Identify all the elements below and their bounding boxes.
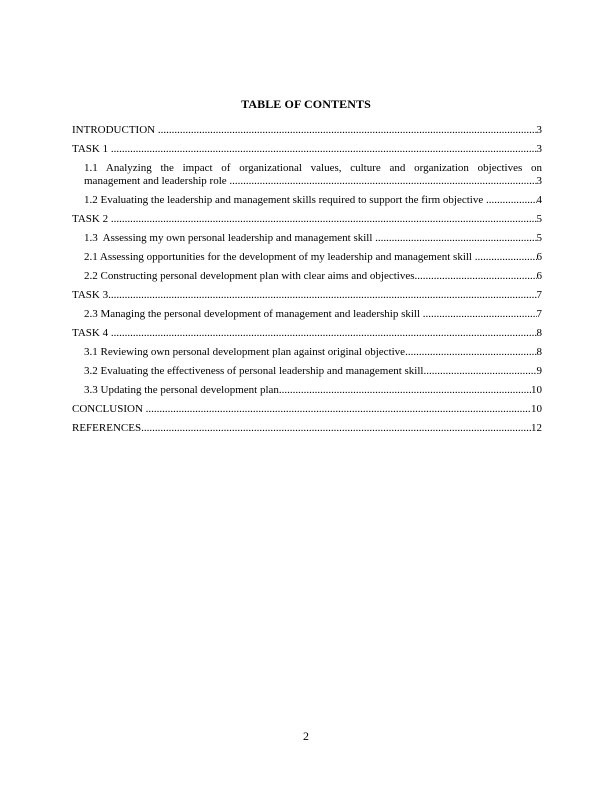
toc-entry-label-continued: management and leadership role [84,175,230,187]
toc-entry-page: 10 [531,384,542,396]
dot-leader [146,403,531,416]
toc-entry-2-1[interactable] [72,251,542,264]
dot-leader [229,175,536,188]
toc-entry-label: 1.2 Evaluating the leadership and management skills required to support the firm objective [84,194,486,206]
toc-entry-2-2[interactable] [72,270,542,283]
toc-entry-label: REFERENCES [72,422,142,434]
page-number: 2 [303,729,309,743]
toc-entry-page: 12 [531,422,542,434]
dot-leader [475,251,537,264]
toc-entry-label: INTRODUCTION [72,124,158,136]
toc-entry-label: 1.1 Analyzing the impact of organizational values, culture and organization objectives on [84,162,542,174]
dot-leader [423,308,537,321]
toc-entry-label: 3.1 Reviewing own personal development plan against original objective [84,346,406,358]
toc-entry-page: 3 [536,124,542,136]
toc-entry-page: 3 [536,143,542,155]
toc-entry-label: TASK 2 [72,213,111,225]
toc-entry-1-2[interactable] [72,194,542,207]
toc-entry-page: 8 [536,327,542,339]
toc-entry-label: 3.2 Evaluating the effectiveness of personal leadership and management skill [84,365,424,377]
toc-entry-page: 9 [536,365,542,377]
dot-leader [141,422,531,435]
toc-entry-label: 1.3 Assessing my own personal leadership and management skill [84,232,376,244]
toc-entry-label: 2.3 Managing the personal development of management and leadership skill [84,308,423,320]
toc-entry-task-1[interactable] [72,143,542,156]
toc-title: TABLE OF CONTENTS [241,97,371,111]
toc-entry-2-3[interactable] [72,308,542,321]
dot-leader [111,213,537,226]
toc-entry-page: 5 [536,213,542,225]
toc-entry-page: 6 [536,251,542,263]
toc-entry-task-4[interactable] [72,327,542,340]
toc-entry-label: CONCLUSION [72,403,146,415]
toc-entry-page: 8 [536,346,542,358]
toc-entry-label: TASK 4 [72,327,111,339]
toc-entry-3-1[interactable] [72,346,542,359]
toc-entry-task-2[interactable] [72,213,542,226]
table-of-contents [72,124,542,441]
toc-entry-page: 7 [536,289,542,301]
toc-entry-label: 2.2 Constructing personal development plan with clear aims and objectives [84,270,415,282]
toc-entry-1-3[interactable] [72,232,542,245]
dot-leader [108,289,536,302]
toc-entry-label: TASK 1 [72,143,111,155]
dot-leader [111,143,537,156]
toc-entry-references[interactable] [72,422,542,435]
toc-entry-page: 4 [536,194,542,206]
toc-entry-3-2[interactable] [72,365,542,378]
dot-leader [415,270,537,283]
dot-leader [279,384,531,397]
toc-entry-page: 10 [531,403,542,415]
toc-entry-page: 5 [536,232,542,244]
toc-entry-label: TASK 3 [72,289,109,301]
toc-entry-page: 6 [536,270,542,282]
dot-leader [375,232,536,245]
dot-leader [486,194,537,207]
toc-entry-task-3[interactable] [72,289,542,302]
toc-entry-label: 2.1 Assessing opportunities for the development of my leadership and management skill [84,251,475,263]
dot-leader [423,365,536,378]
dot-leader [111,327,537,340]
toc-entry-3-3[interactable] [72,384,542,397]
dot-leader [158,124,537,137]
toc-entry-page: 3 [536,175,542,187]
toc-entry-introduction[interactable] [72,124,542,137]
toc-entry-page: 7 [536,308,542,320]
dot-leader [405,346,536,359]
toc-entry-1-1[interactable] [72,162,542,188]
toc-entry-label: 3.3 Updating the personal development plan [84,384,279,396]
toc-entry-conclusion[interactable] [72,403,542,416]
